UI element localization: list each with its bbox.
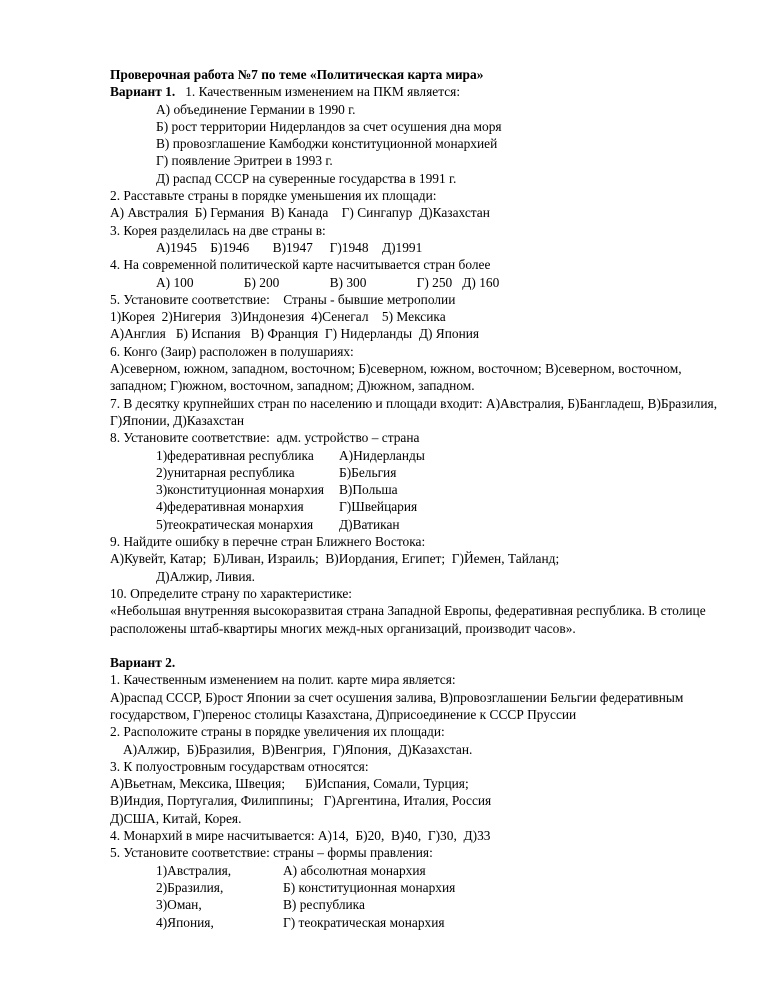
v1-question-5: 5. Установите соответствие: Страны - бывшие метрополии: [110, 291, 456, 307]
v2-q5-row: [110, 914, 720, 931]
v2-q3-options: В)Индия, Португалия, Филиппины; Г)Аргентина, Италия, Россия: [110, 793, 492, 809]
v2-question-5: 5. Установите соответствие: страны – формы правления:: [110, 845, 433, 861]
v2-q5-left: 4)Япония,: [156, 914, 214, 930]
v2-question-2: 2. Расположите страны в порядке увеличения их площади:: [110, 724, 445, 740]
v1-q1-option: В) провозглашение Камбоджи конституционной монархией: [156, 136, 498, 152]
v1-q5-countries: 1)Корея 2)Нигерия 3)Индонезия 4)Сенегал 5) Мексика: [110, 309, 446, 325]
v2-q5-right: А) абсолютная монархия: [283, 862, 426, 878]
v1-question-1: [110, 83, 720, 100]
v1-q6-options: А)северном, южном, западном, восточном; Б)северном, южном, восточном; В)северном, восточном, западном; Г)южном, восточном, западном; Д)южном, западном.: [110, 361, 682, 394]
v1-q8-row: [110, 464, 720, 481]
v1-question-9: 9. Найдите ошибку в перечне стран Ближнего Востока:: [110, 534, 426, 550]
v1-q8-row: [110, 516, 720, 533]
v2-q2-options: А)Алжир, Б)Бразилия, В)Венгрия, Г)Япония, Д)Казахстан.: [123, 741, 473, 757]
v2-q5-row: [110, 896, 720, 913]
v1-q10-text: «Небольшая внутренняя высокоразвитая страна Западной Европы, федеративная республика. В столице расположены штаб-квартиры многих межд-ных организаций, производит часов».: [110, 603, 706, 636]
v1-q8-row: [110, 498, 720, 515]
v1-q8-right: А)Нидерланды: [339, 447, 425, 463]
v1-question-1-text: 1. Качественным изменением на ПКМ является:: [175, 84, 461, 100]
variant-2-label: Вариант 2.: [110, 655, 176, 671]
v2-q3-options: А)Вьетнам, Мексика, Швеция; Б)Испания, Сомали, Турция;: [110, 776, 469, 792]
v1-q9-options: А)Кувейт, Катар; Б)Ливан, Израиль; В)Иордания, Египет; Г)Йемен, Тайланд;: [110, 551, 560, 567]
v1-q8-left: 5)теократическая монархия: [156, 516, 314, 532]
v1-q8-right: Д)Ватикан: [339, 516, 400, 532]
v2-q5-left: 1)Австралия,: [156, 862, 232, 878]
v2-q1-options: А)распад СССР, Б)рост Японии за счет осушения залива, В)провозглашении Бельгии федеративным государством, Г)перенос столицы Казахстана, Д)присоединение к СССР Пруссии: [110, 689, 684, 722]
v2-question-3: 3. К полуостровным государствам относятся:: [110, 758, 369, 774]
v1-question-8: 8. Установите соответствие: адм. устройство – страна: [110, 430, 420, 446]
v1-question-2: 2. Расставьте страны в порядке уменьшения их площади:: [110, 188, 437, 204]
v1-q8-row: [110, 481, 720, 498]
v1-q8-right: Б)Бельгия: [339, 464, 397, 480]
v1-question-4: 4. На современной политической карте насчитывается стран более: [110, 257, 491, 273]
v1-q8-left: 3)конституционная монархия: [156, 482, 324, 498]
v1-q8-left: 4)федеративная монархия: [156, 499, 304, 515]
v2-question-1: 1. Качественным изменением на полит. карте мира является:: [110, 672, 456, 688]
v2-q3-options: Д)США, Китай, Корея.: [110, 810, 242, 826]
page-title: Проверочная работа №7 по теме «Политическая карта мира»: [110, 67, 484, 82]
v1-q4-options: А) 100 Б) 200 В) 300 Г) 250 Д) 160: [156, 274, 500, 290]
v1-q2-options: А) Австралия Б) Германия В) Канада Г) Сингапур Д)Казахстан: [110, 205, 490, 221]
v1-q1-option: Б) рост территории Нидерландов за счет осушения дна моря: [156, 118, 502, 134]
v1-q1-option: А) объединение Германии в 1990 г.: [156, 101, 356, 117]
v2-q5-right: В) республика: [283, 897, 365, 913]
v1-q5-metropoles: А)Англия Б) Испания В) Франция Г) Нидерланды Д) Япония: [110, 326, 480, 342]
v1-q8-row: [110, 447, 720, 464]
v2-q5-left: 3)Оман,: [156, 897, 202, 913]
v1-question-10: 10. Определите страну по характеристике:: [110, 585, 353, 601]
v1-q8-left: 2)унитарная республика: [156, 464, 295, 480]
v1-q8-right: В)Польша: [339, 482, 398, 498]
v1-q8-left: 1)федеративная республика: [156, 447, 314, 463]
v1-q9-options-cont: Д)Алжир, Ливия.: [156, 568, 255, 584]
v2-question-4: 4. Монархий в мире насчитывается: А)14, Б)20, В)40, Г)30, Д)33: [110, 828, 491, 844]
v1-question-6: 6. Конго (Заир) расположен в полушариях:: [110, 343, 354, 359]
v1-q3-options: А)1945 Б)1946 В)1947 Г)1948 Д)1991: [156, 239, 423, 255]
v1-q1-option: Г) появление Эритреи в 1993 г.: [156, 153, 333, 169]
v2-q5-row: [110, 879, 720, 896]
v1-q8-right: Г)Швейцария: [339, 499, 418, 515]
v2-q5-right: Б) конституционная монархия: [283, 879, 456, 895]
v1-question-3: 3. Корея разделилась на две страны в:: [110, 222, 326, 238]
v2-q5-left: 2)Бразилия,: [156, 879, 224, 895]
variant-1-label: Вариант 1.: [110, 84, 176, 100]
v2-q5-right: Г) теократическая монархия: [283, 914, 445, 930]
spacer: [110, 637, 720, 654]
worksheet: [110, 66, 720, 931]
v1-q1-option: Д) распад СССР на суверенные государства в 1991 г.: [156, 170, 457, 186]
v1-question-7: 7. В десятку крупнейших стран по населению и площади входит: А)Австралия, Б)Бангладеш, В)Бразилия, Г)Японии, Д)Казахстан: [110, 395, 718, 428]
v2-q5-row: [110, 862, 720, 879]
